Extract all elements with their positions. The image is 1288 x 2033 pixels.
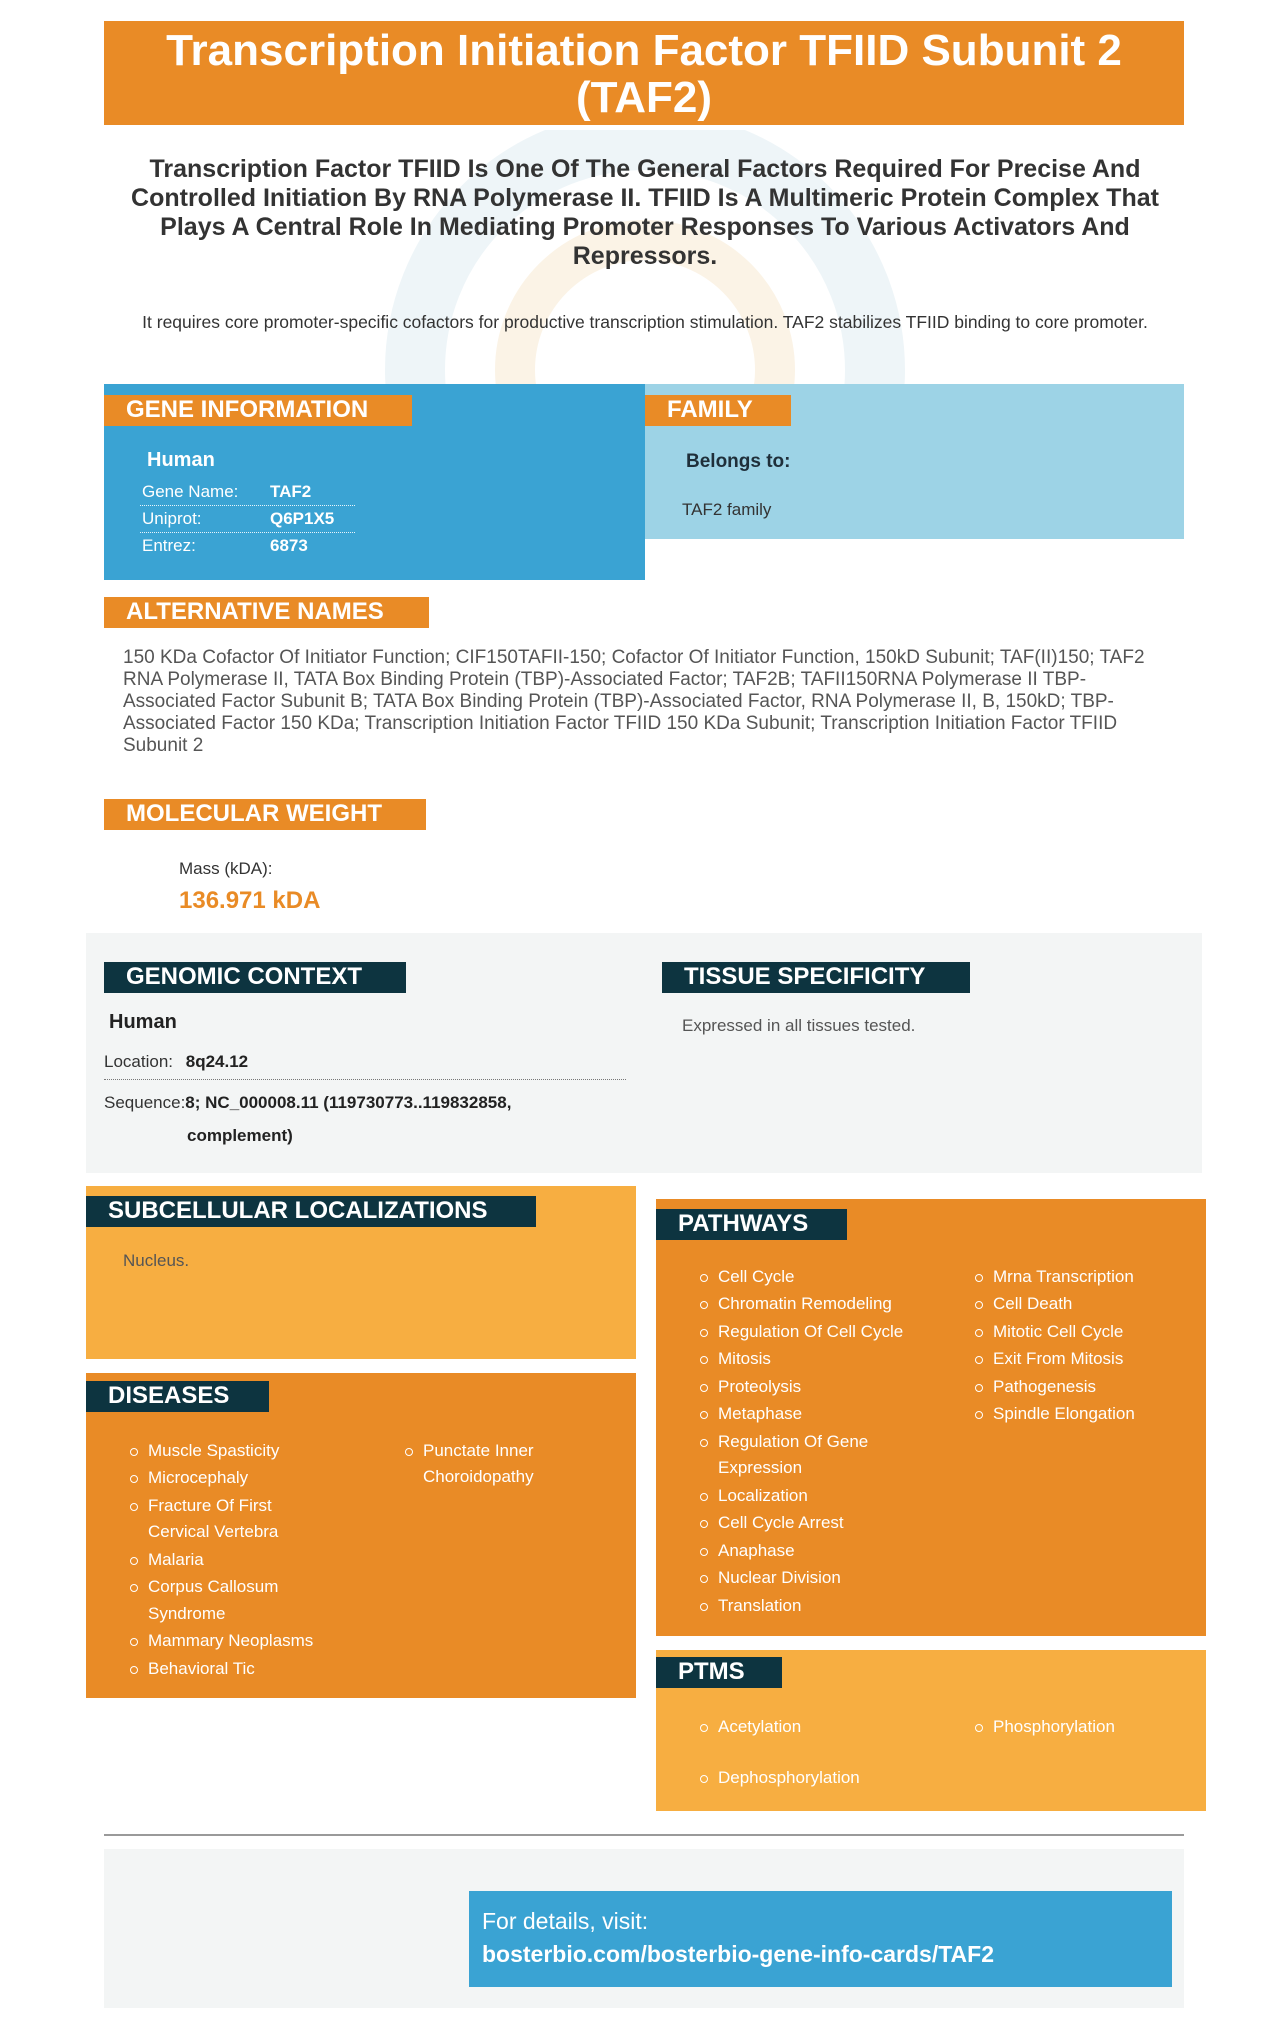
list-item: Punctate Inner Choroidopathy (405, 1438, 585, 1491)
list-item: Muscle Spasticity (130, 1438, 330, 1464)
subcellular-label: SUBCELLULAR LOCALIZATIONS (86, 1196, 536, 1227)
list-item: Corpus Callosum Syndrome (130, 1574, 330, 1627)
gene-name-row (140, 479, 355, 506)
ptms-list-col1 (700, 1714, 930, 1792)
list-item: Regulation Of Gene Expression (700, 1429, 890, 1482)
gene-information-label: GENE INFORMATION (104, 395, 412, 426)
diseases-list-col1 (130, 1438, 330, 1683)
list-item: Translation (700, 1593, 930, 1619)
list-item: Metaphase (700, 1401, 930, 1427)
list-item: Regulation Of Cell Cycle (700, 1319, 930, 1345)
alternative-names-text: 150 KDa Cofactor Of Initiator Function; CIF150TAFII-150; Cofactor Of Initiator Function, 150kD Subunit; TAF(II)150; TAF2 RNA Polymerase II, TATA Box Binding Protein (TBP)-Associated Factor; TAF2B; TAFII150RNA Polymerase II TBP-Associated Factor Subunit B; TATA Box Binding Protein (TBP)-Associated Factor, RNA Polymerase II, B, 150kD; TBP-Associated Factor 150 KDa; Transcription Initiation Factor TFIID 150 KDa Subunit; Transcription Initiation Factor TFIID Subunit 2 (123, 647, 1145, 756)
location-key: Location: (104, 1052, 173, 1071)
list-item: Spindle Elongation (975, 1401, 1195, 1427)
uniprot-row (140, 506, 355, 533)
list-item: Mrna Transcription (975, 1264, 1195, 1290)
gene-summary-text: It requires core promoter-specific cofactors for productive transcription stimulation. TAF2 stabilizes TFIID binding to core promoter. (142, 312, 1148, 332)
sequence-value: 8; NC_000008.11 (119730773..119832858, (185, 1093, 512, 1112)
family-belongs-label: Belongs to: (686, 451, 791, 472)
list-item: Behavioral Tic (130, 1656, 330, 1682)
list-item: Pathogenesis (975, 1374, 1195, 1400)
location-row (104, 1048, 626, 1080)
list-item: Cell Cycle (700, 1264, 930, 1290)
subcellular-text: Nucleus. (123, 1251, 190, 1270)
alternative-names-label: ALTERNATIVE NAMES (104, 597, 429, 628)
sequence-row (104, 1086, 634, 1152)
ptms-list-col2 (975, 1714, 1195, 1741)
entrez-value[interactable]: 6873 (270, 536, 308, 555)
genomic-species: Human (109, 1011, 177, 1033)
sequence-value-cont: complement) (187, 1126, 293, 1145)
footer-divider (104, 1834, 1184, 1836)
gene-species: Human (147, 449, 215, 471)
entrez-row (140, 533, 355, 560)
list-item: Cell Cycle Arrest (700, 1510, 930, 1536)
footer-visit-label: For details, visit: (482, 1908, 649, 1934)
pathways-list-col1 (700, 1264, 930, 1620)
list-item: Mitosis (700, 1346, 930, 1372)
gene-summary-heading: Transcription Factor TFIID Is One Of The General Factors Required For Precise And Controlled Initiation By RNA Polymerase II. TFIID Is A Multimeric Protein Complex That Plays A Central Role In Mediating Promoter Responses To Various Activators And Repressors. (131, 155, 1159, 270)
list-item: Nuclear Division (700, 1565, 930, 1591)
list-item: Mitotic Cell Cycle (975, 1319, 1195, 1345)
molecular-weight-label: MOLECULAR WEIGHT (104, 799, 426, 830)
list-item: Fracture Of First Cervical Vertebra (130, 1493, 330, 1546)
mass-value: 136.971 kDA (179, 887, 321, 914)
list-item: Dephosphorylation (700, 1765, 930, 1791)
diseases-label: DISEASES (86, 1381, 269, 1412)
ptms-label: PTMS (656, 1657, 782, 1688)
footer-details-box (469, 1891, 1172, 1987)
list-item: Exit From Mitosis (975, 1346, 1195, 1372)
list-item: Anaphase (700, 1538, 930, 1564)
entrez-key: Entrez: (142, 536, 196, 555)
sequence-key: Sequence: (104, 1093, 186, 1112)
list-item: Acetylation (700, 1714, 930, 1740)
list-item: Mammary Neoplasms (130, 1628, 330, 1654)
location-value: 8q24.12 (185, 1052, 249, 1071)
list-item: Localization (700, 1483, 930, 1509)
uniprot-value[interactable]: Q6P1X5 (270, 509, 335, 528)
gene-name-value: TAF2 (270, 482, 312, 501)
page-title: Transcription Initiation Factor TFIID Subunit 2 (TAF2) (104, 21, 1184, 125)
family-value: TAF2 family (682, 500, 772, 519)
pathways-label: PATHWAYS (656, 1209, 847, 1240)
genomic-context-label: GENOMIC CONTEXT (104, 962, 406, 993)
list-item: Microcephaly (130, 1465, 330, 1491)
diseases-list-col2 (405, 1438, 585, 1492)
list-item: Proteolysis (700, 1374, 930, 1400)
list-item: Chromatin Remodeling (700, 1291, 930, 1317)
family-label: FAMILY (645, 395, 791, 426)
list-item: Malaria (130, 1547, 330, 1573)
pathways-list-col2 (975, 1264, 1195, 1429)
gene-name-key: Gene Name: (142, 482, 239, 501)
tissue-specificity-text: Expressed in all tissues tested. (682, 1016, 916, 1035)
list-item: Phosphorylation (975, 1714, 1195, 1740)
tissue-specificity-label: TISSUE SPECIFICITY (662, 962, 970, 993)
list-item: Cell Death (975, 1291, 1195, 1317)
footer-details-link[interactable]: bosterbio.com/bosterbio-gene-info-cards/TAF2 (482, 1941, 994, 1967)
mass-label: Mass (kDA): (179, 859, 273, 878)
uniprot-key: Uniprot: (142, 509, 202, 528)
